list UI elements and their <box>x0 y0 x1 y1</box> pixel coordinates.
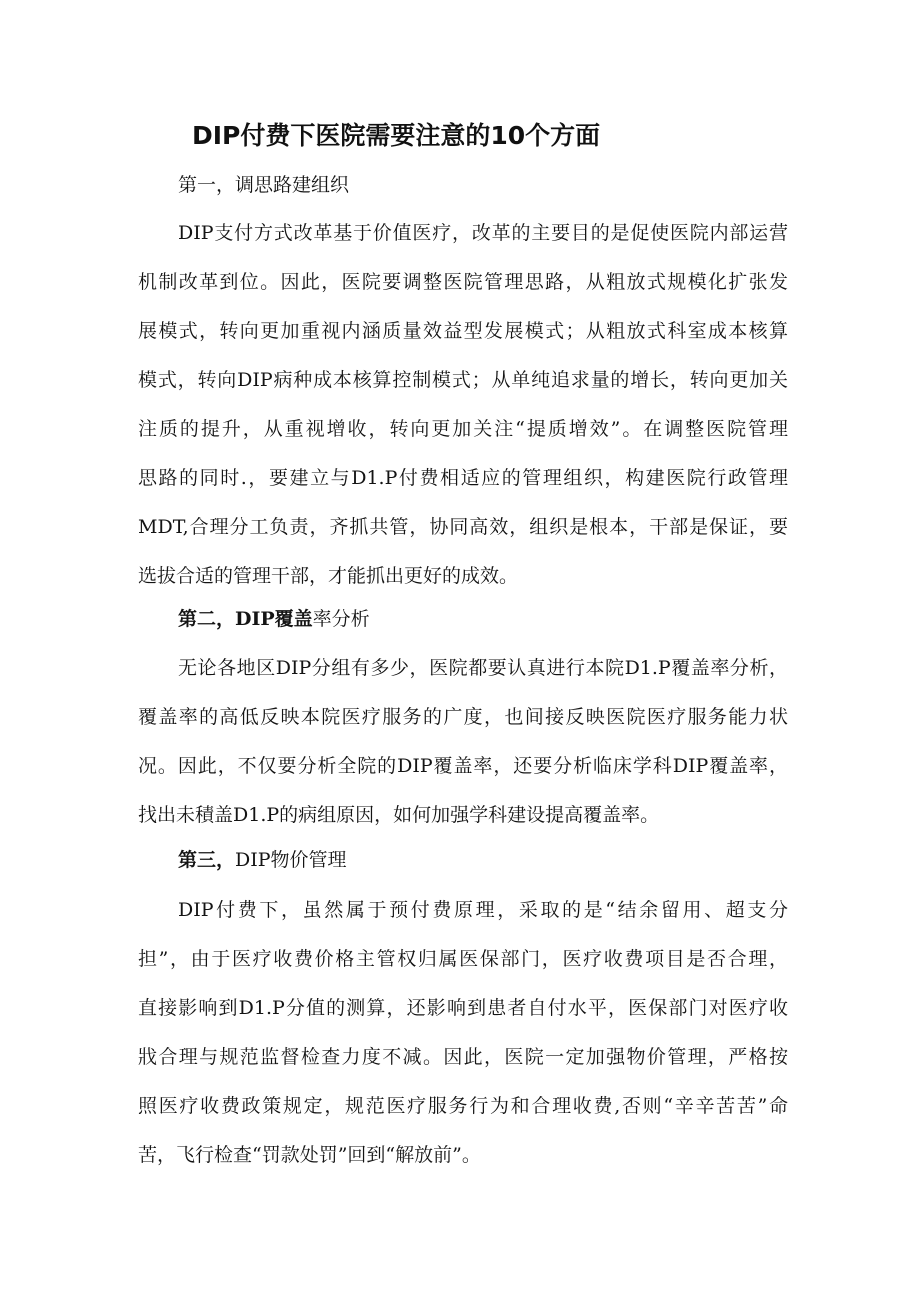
paragraph-line: 苦，飞行检查“罚款处罚”回到“解放前”。 <box>138 1144 481 1166</box>
paragraph-line: 况。因此，不仅要分析全院的DIP覆盖率，还要分析临床学科DIP覆盖率， <box>138 755 788 777</box>
paragraph-line: 覆盖率的高低反映本院医疗服务的广度，也间接反映医院医疗服务能力状 <box>138 706 788 728</box>
paragraph-line: 展模式，转向更加重视内涵质量效益型发展模式；从粗放式科室成本核算 <box>138 320 788 342</box>
section-paragraph-1 <box>138 209 788 601</box>
paragraph-line: 选拔合适的管理干部，才能抓出更好的成效。 <box>138 565 519 587</box>
section-title: DIP物价管理 <box>235 849 347 871</box>
paragraph-line: 思路的同时.，要建立与D1.P付费相适应的管理组织，构建医院行政管理 <box>138 467 788 489</box>
paragraph-line: 照医疗收费政策规定，规范医疗服务行为和合理收费,否则“辛辛苦苦”命 <box>138 1095 788 1117</box>
section-heading-2 <box>178 604 778 634</box>
paragraph-line: 戕合理与规范监督检查力度不减。因此，医院一定加强物价管理，严格按 <box>138 1046 788 1068</box>
section-paragraph-2 <box>138 644 788 840</box>
document-title: DIP付费下医院需要注意的10个方面 <box>192 121 601 150</box>
paragraph-line: 无论各地区DIP分组有多少，医院都要认真进行本院D1.P覆盖率分析， <box>178 657 788 679</box>
section-paragraph-3 <box>138 886 788 1180</box>
paragraph-line: DIP付费下，虽然属于预付费原理，采取的是“结余留用、超支分 <box>178 899 788 921</box>
paragraph-line: 担”，由于医疗收费价格主管权归属医保部门，医疗收费项目是否合理， <box>138 948 788 970</box>
paragraph-line: 直接影响到D1.P分值的测算，还影响到患者自付水平，医保部门对医疗收 <box>138 997 788 1019</box>
paragraph-line: DIP支付方式改革基于价值医疗，改革的主要目的是促使医院内部运营 <box>178 222 788 244</box>
section-heading-1 <box>178 170 778 200</box>
section-heading-3 <box>178 845 778 875</box>
section-keyword: DIP覆盖 <box>235 608 313 630</box>
paragraph-line: 机制改革到位。因此，医院要调整医院管理思路，从粗放式规模化扩张发 <box>138 271 788 293</box>
section-number: 第二， <box>178 608 236 630</box>
section-number: 第一， <box>178 174 236 196</box>
paragraph-line: 模式，转向DIP病种成本核算控制模式；从单纯追求量的增长，转向更加关 <box>138 369 788 391</box>
section-number: 第三， <box>178 849 236 871</box>
paragraph-line: 找出未積盖D1.P的病组原因，如何加强学科建设提高覆盖率。 <box>138 804 660 826</box>
section-title: 率分析 <box>312 608 370 630</box>
paragraph-line: 注质的提升，从重视增收，转向更加关注“提质增效”。在调整医院管理 <box>138 418 788 440</box>
paragraph-line: MDT,合理分工负责，齐抓共管，协同高效，组织是根本，干部是保证，要 <box>138 516 788 538</box>
section-title: 调思路建组织 <box>235 174 350 196</box>
